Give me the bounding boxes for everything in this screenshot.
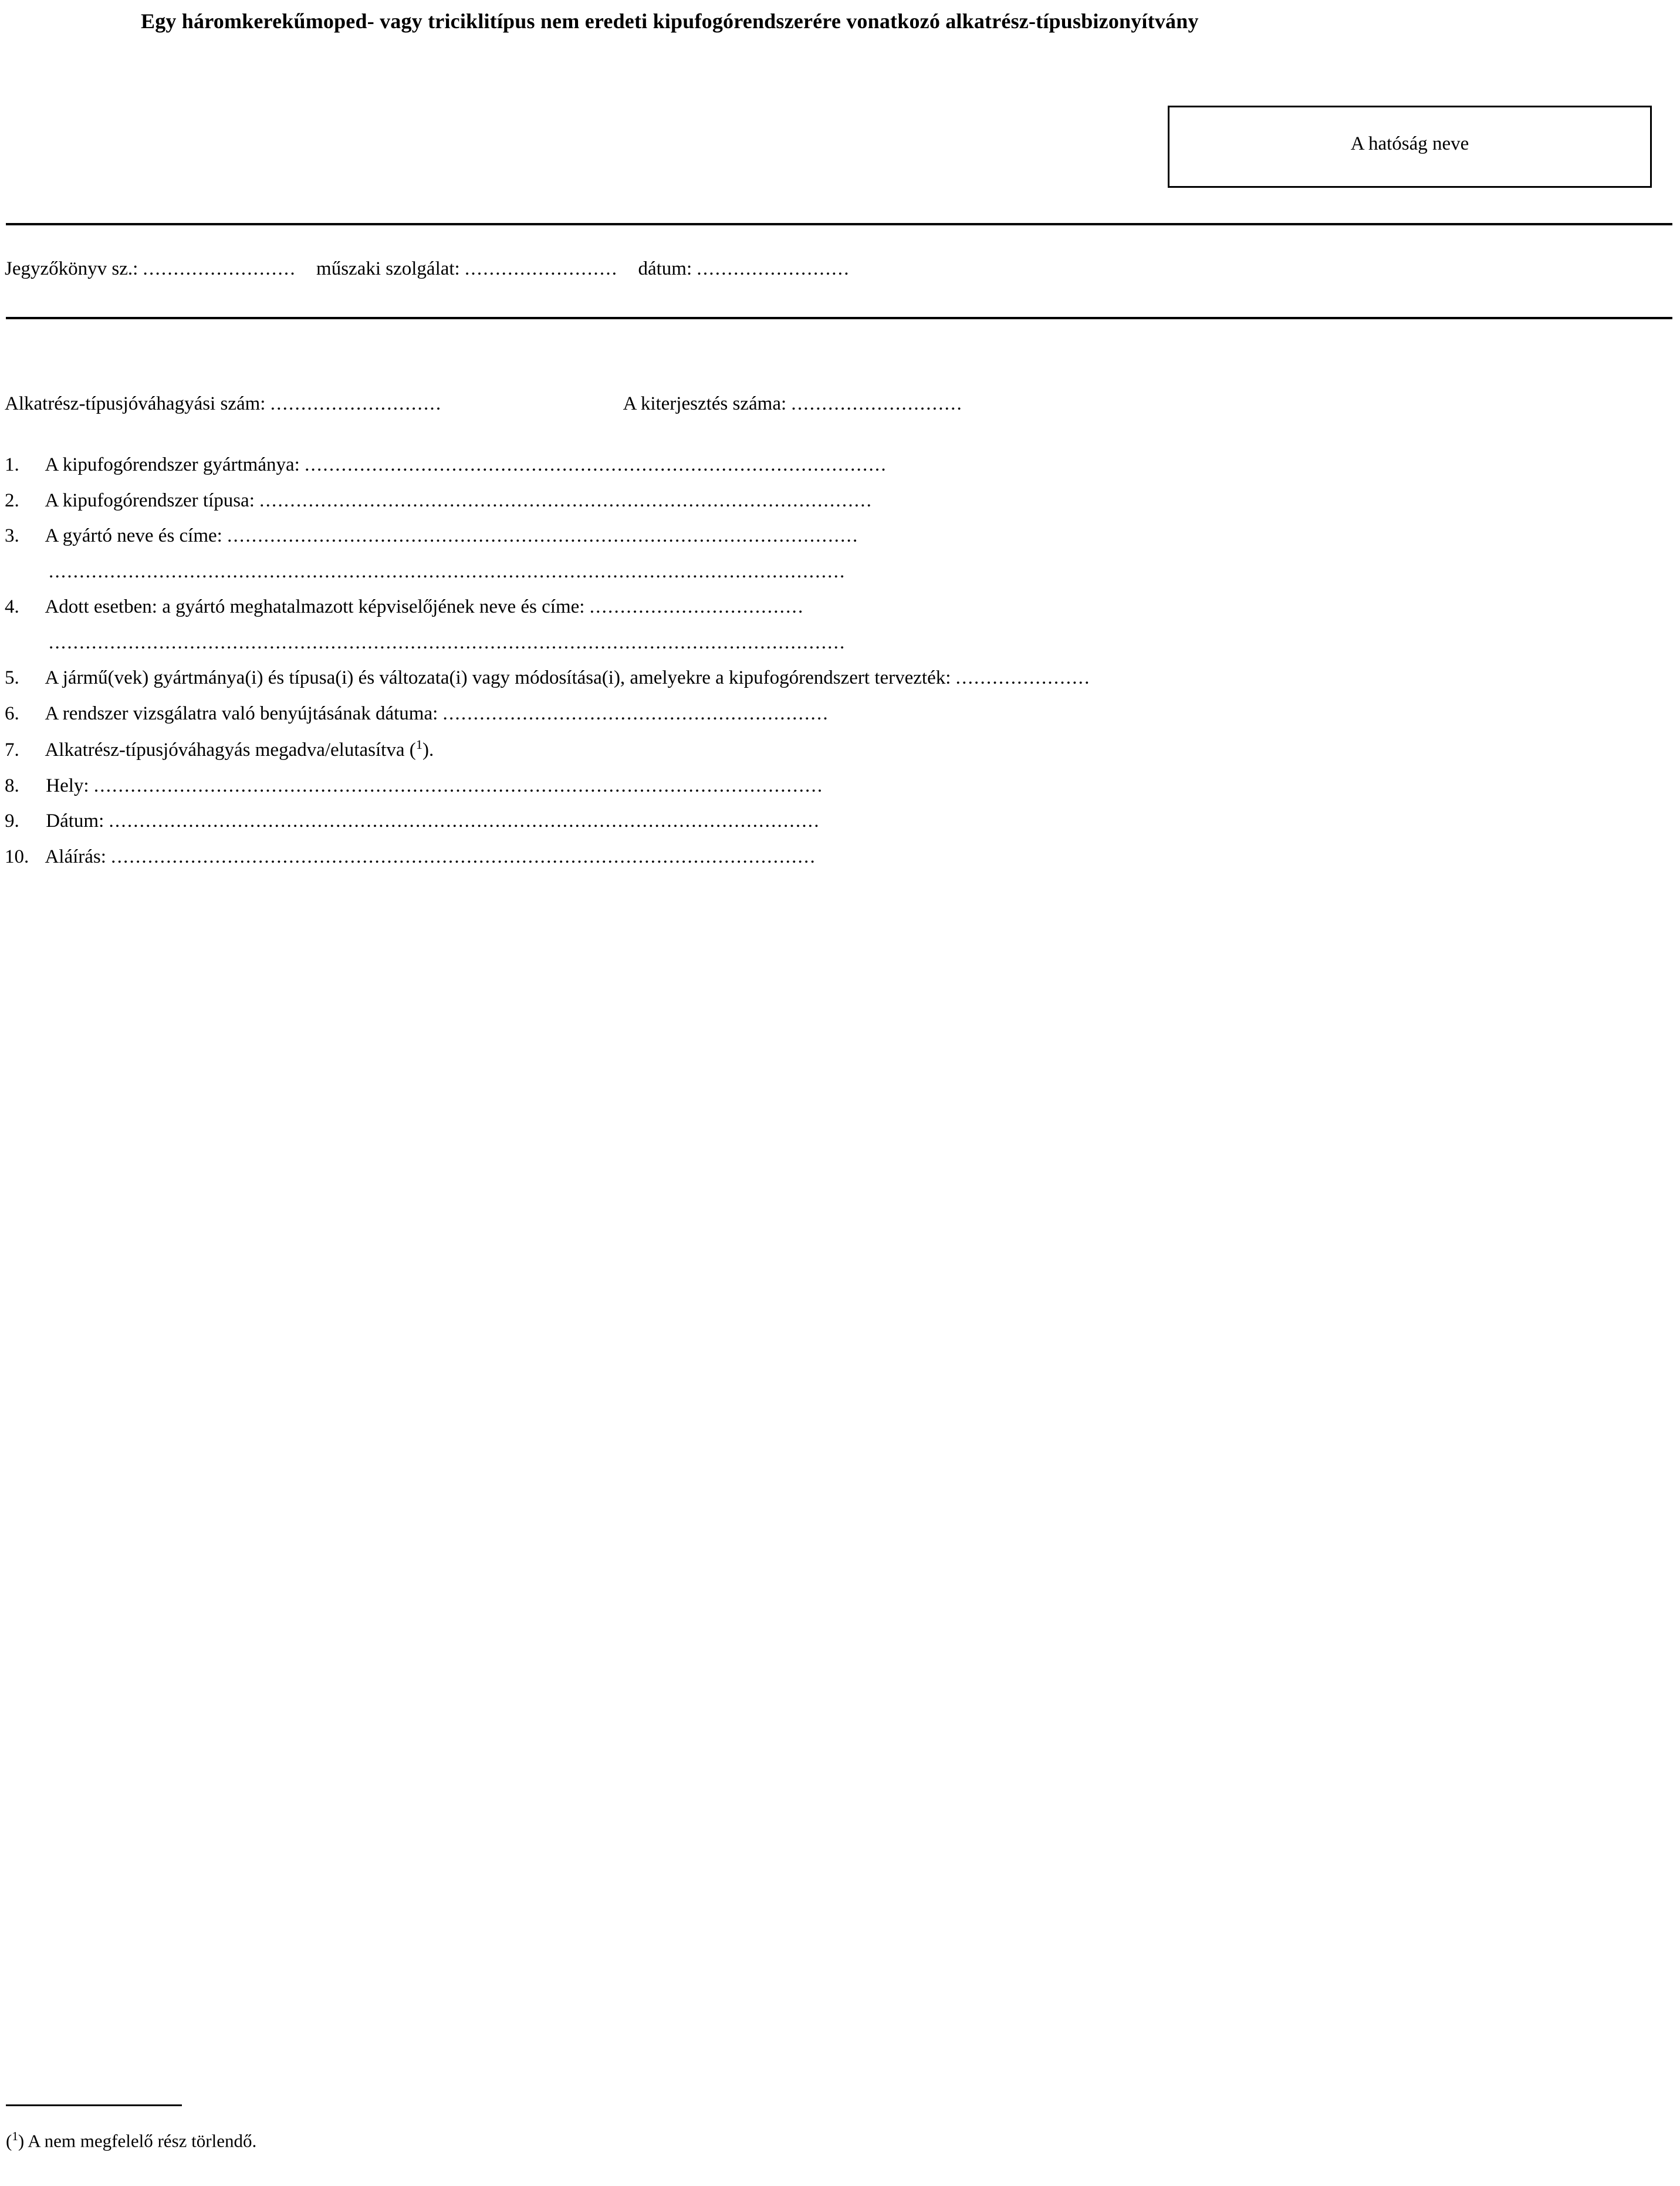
continuation-line-item-4: .................................................................................................................................. (49, 631, 846, 653)
item-number: 9. (5, 810, 19, 832)
list-item (5, 736, 1674, 763)
list-item (5, 665, 1674, 691)
item-number: 2. (5, 489, 19, 511)
item-dots: ................................................................................................................... (111, 846, 816, 868)
technical-service-label: műszaki szolgálat: (316, 258, 460, 279)
item-number: 8. (5, 775, 19, 796)
list-item (5, 701, 1674, 727)
item-dots: ............................................................................................... (305, 454, 887, 475)
approval-number-dots: ............................ (270, 393, 442, 414)
record-number-label: Jegyzőkönyv sz.: (5, 258, 138, 279)
item-number: 10. (5, 846, 29, 868)
item-dots: ...................... (955, 667, 1091, 689)
item-text: A gyártó neve és címe: (45, 525, 222, 547)
item-text: A jármű(vek) gyártmánya(i) és típusa(i) és változata(i) vagy módosítása(i), amelyekre a kipufogórendszert tervezték: (45, 667, 951, 689)
item-dots: .................................................................................................... (259, 489, 873, 511)
item-dots: .................................................................................................................... (109, 810, 820, 832)
footnote-divider (6, 2104, 182, 2106)
item-text: A kipufogórendszer gyártmánya: (45, 454, 300, 475)
record-date-label: dátum: (638, 258, 692, 279)
divider-top (6, 223, 1672, 225)
item-dots: ....................................................................................................................... (93, 775, 824, 796)
extension-number-dots: ............................ (791, 393, 963, 414)
footnote: ($^1$) A nem megfelelő rész törlendő. (6, 2129, 257, 2151)
item-number: 6. (5, 702, 19, 724)
approval-row (5, 393, 1674, 415)
footnote-text: A nem megfelelő rész törlendő. (28, 2130, 257, 2151)
item-number: 1. (5, 454, 19, 475)
continuation-line-item-3: .................................................................................................................................. (49, 560, 846, 582)
item-text: Alkatrész-típusjóváhagyás megadva/elutasítva ($^1$). (45, 737, 434, 761)
technical-service-dots: ......................... (464, 258, 618, 279)
item-text: Adott esetben: a gyártó meghatalmazott képviselőjének neve és címe: (45, 596, 585, 618)
item-number: 3. (5, 525, 19, 547)
list-item (5, 808, 1674, 834)
authority-name-box (1168, 106, 1652, 188)
list-item (5, 488, 1674, 514)
list-item (5, 773, 1674, 799)
item-dots: ................................... (589, 596, 804, 618)
item-dots: ............................................................... (442, 702, 829, 724)
numbered-items-list (5, 452, 1674, 880)
record-number-dots: ......................... (143, 258, 296, 279)
extension-number-label: A kiterjesztés száma: (623, 393, 787, 414)
record-row (5, 258, 1674, 280)
page-title: Egy háromkerekűmoped- vagy triciklitípus nem eredeti kipufogórendszerére vonatkozó alkatrész-típusbizonyítvány (141, 9, 1199, 33)
item-text: Aláírás: (45, 846, 106, 868)
record-date-dots: ......................... (697, 258, 850, 279)
list-item (5, 844, 1674, 870)
item-number: 5. (5, 667, 19, 689)
item-number: 7. (5, 739, 19, 761)
divider-bottom (6, 317, 1672, 319)
item-dots: ....................................................................................................... (227, 525, 859, 547)
item-number: 4. (5, 596, 19, 618)
approval-number-label: Alkatrész-típusjóváhagyási szám: (5, 393, 266, 414)
item-text: A rendszer vizsgálatra való benyújtásának dátuma: (45, 702, 438, 724)
authority-name-label: A hatóság neve (1350, 133, 1469, 154)
item-text: Hely: (46, 775, 89, 796)
list-item (5, 452, 1674, 478)
footnote-marker: 1 (12, 2129, 18, 2143)
item-text: Dátum: (46, 810, 104, 832)
list-item (5, 523, 1674, 549)
item-text: A kipufogórendszer típusa: (45, 489, 255, 511)
list-item (5, 594, 1674, 620)
